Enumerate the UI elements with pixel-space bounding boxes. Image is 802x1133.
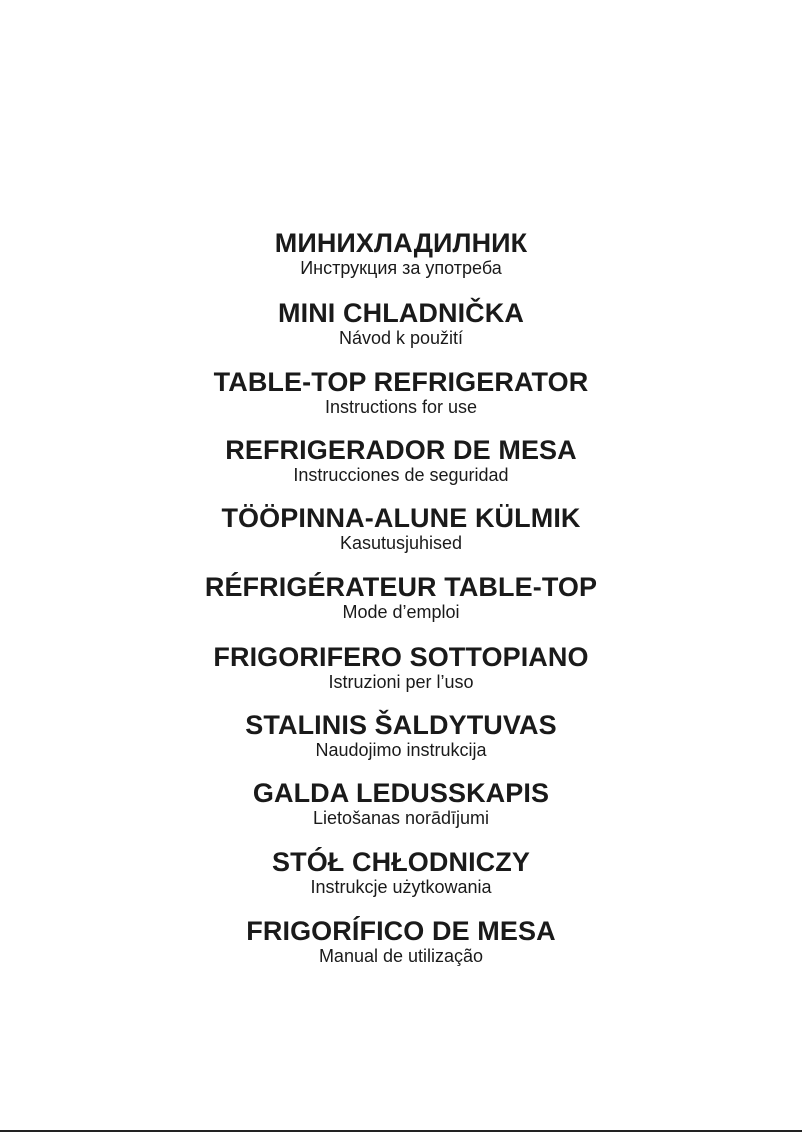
title-block-polish xyxy=(0,847,802,897)
manual-subtitle: Instrukcje użytkowania xyxy=(310,877,492,897)
product-title: REFRIGERADOR DE MESA xyxy=(225,435,577,465)
title-block-spanish xyxy=(0,435,802,485)
title-block-lithuanian xyxy=(0,710,802,760)
title-block-portuguese xyxy=(0,916,802,966)
manual-subtitle: Instructions for use xyxy=(324,397,478,417)
title-block-italian xyxy=(0,642,802,692)
product-title: МИНИХЛАДИЛНИК xyxy=(274,228,528,258)
manual-subtitle: Lietošanas norādījumi xyxy=(312,808,490,828)
product-title: STÓŁ CHŁODNICZY xyxy=(272,847,530,877)
product-title: GALDA LEDUSSKAPIS xyxy=(252,778,550,808)
manual-subtitle: Istruzioni per l’uso xyxy=(328,672,474,692)
manual-subtitle: Manual de utilização xyxy=(318,946,484,966)
title-block-czech xyxy=(0,298,802,348)
manual-subtitle: Instrucciones de seguridad xyxy=(293,465,509,485)
manual-subtitle: Инструкция за употреба xyxy=(300,258,502,278)
title-block-latvian xyxy=(0,778,802,828)
title-block-estonian xyxy=(0,503,802,553)
manual-subtitle: Kasutusjuhised xyxy=(339,533,463,553)
product-title: FRIGORIFERO SOTTOPIANO xyxy=(213,642,589,672)
bottom-border-line xyxy=(0,1130,802,1132)
product-title: TÖÖPINNA-ALUNE KÜLMIK xyxy=(221,503,581,533)
product-title: MINI CHLADNIČKA xyxy=(278,298,524,328)
manual-subtitle: Návod k použití xyxy=(338,328,464,348)
title-block-french xyxy=(0,572,802,622)
product-title: TABLE-TOP REFRIGERATOR xyxy=(213,367,589,397)
product-title: STALINIS ŠALDYTUVAS xyxy=(245,710,557,740)
product-title: FRIGORÍFICO DE MESA xyxy=(246,916,556,946)
title-block-bulgarian xyxy=(0,228,802,278)
product-title: RÉFRIGÉRATEUR TABLE-TOP xyxy=(204,572,598,602)
manual-subtitle: Mode d’emploi xyxy=(342,602,460,622)
title-block-english xyxy=(0,367,802,417)
manual-subtitle: Naudojimo instrukcija xyxy=(315,740,487,760)
